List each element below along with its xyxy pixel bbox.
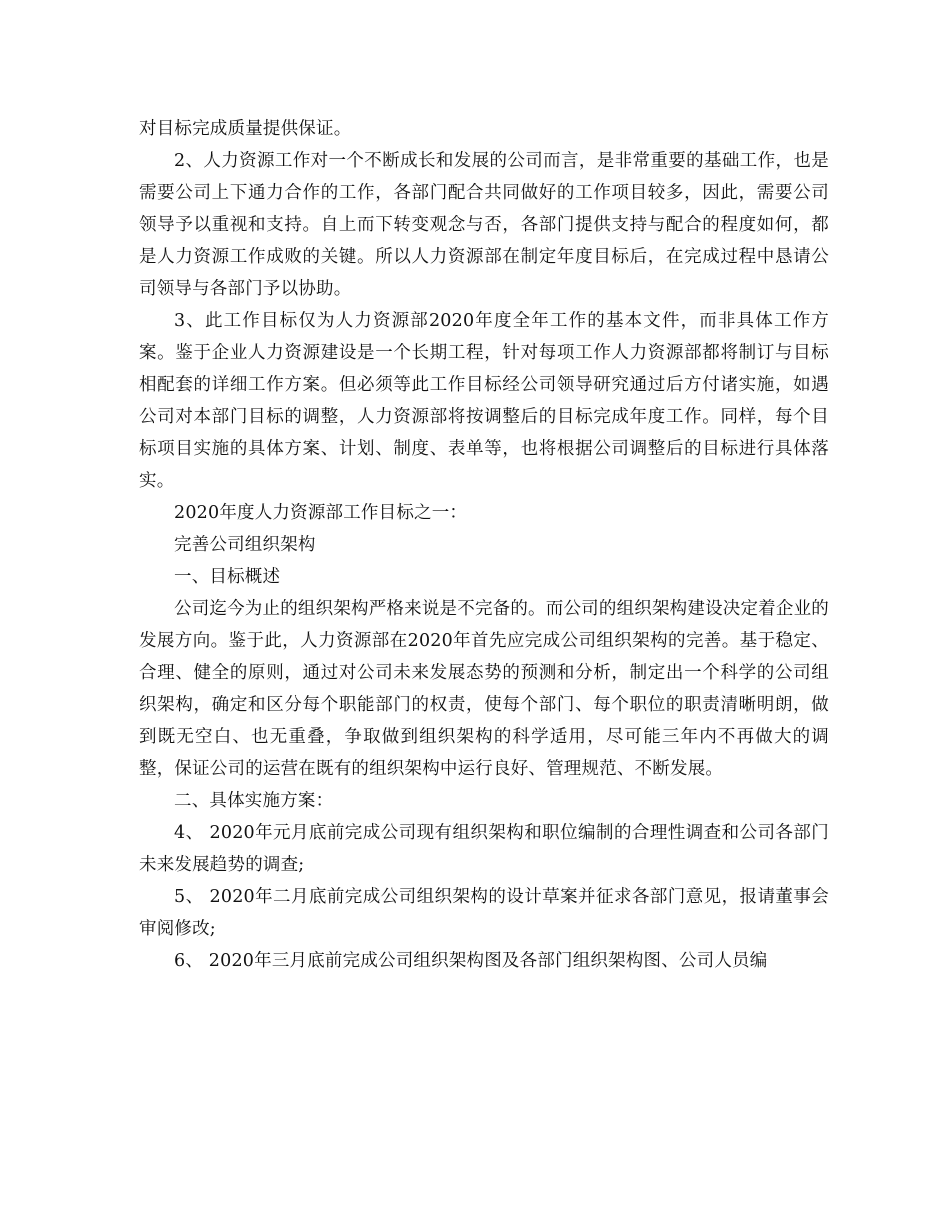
paragraph-3: 3、此工作目标仅为人力资源部2020年度全年工作的基本文件，而非具体工作方案。鉴于企业人力资源建设是一个长期工程，针对每项工作人力资源部都将制订与目标相配套的详细工作方案。但必须等此工作目标经公司领导研究通过后方付诸实施，如遇公司对本部门目标的调整，人力资源部将按调整后的目标完成年度工作。同样，每个目标项目实施的具体方案、计划、制度、表单等，也将根据公司调整后的目标进行具体落实。 [139, 311, 829, 491]
paragraph-1: 对目标完成质量提供保证。 [139, 119, 352, 139]
paragraph-overview: 公司迄今为止的组织架构严格来说是不完备的。而公司的组织架构建设决定着企业的发展方向。鉴于此，人力资源部在2020年首先应完成公司组织架构的完善。基于稳定、合理、健全的原则，通过对公司未来发展态势的预测和分析，制定出一个科学的公司组织架构，确定和区分每个职能部门的权责，使每个部门、每个职位的职责清晰明朗，做到既无空白、也无重叠，争取做到组织架构的科学适用，尽可能三年内不再做大的调整，保证公司的运营在既有的组织架构中运行良好、管理规范、不断发展。 [139, 599, 829, 779]
document-body [139, 113, 829, 977]
list-item-4: 4、 2020年元月底前完成公司现有组织架构和职位编制的合理性调查和公司各部门未来发展趋势的调查; [139, 823, 829, 875]
list-item-6: 6、 2020年三月底前完成公司组织架构图及各部门组织架构图、公司人员编 [174, 951, 768, 971]
list-item-5: 5、 2020年二月底前完成公司组织架构的设计草案并征求各部门意见，报请董事会审阅修改; [139, 887, 829, 939]
section-heading-goal-one: 2020年度人力资源部工作目标之一： [174, 503, 468, 523]
subheading-overview: 一、目标概述 [174, 567, 281, 587]
paragraph-2: 2、人力资源工作对一个不断成长和发展的公司而言，是非常重要的基础工作，也是需要公司上下通力合作的工作，各部门配合共同做好的工作项目较多，因此，需要公司领导予以重视和支持。自上而下转变观念与否，各部门提供支持与配合的程度如何，都是人力资源工作成败的关键。所以人力资源部在制定年度目标后，在完成过程中恳请公司领导与各部门予以协助。 [139, 151, 829, 299]
section-title: 完善公司组织架构 [174, 535, 316, 555]
subheading-plan: 二、具体实施方案： [174, 791, 334, 811]
